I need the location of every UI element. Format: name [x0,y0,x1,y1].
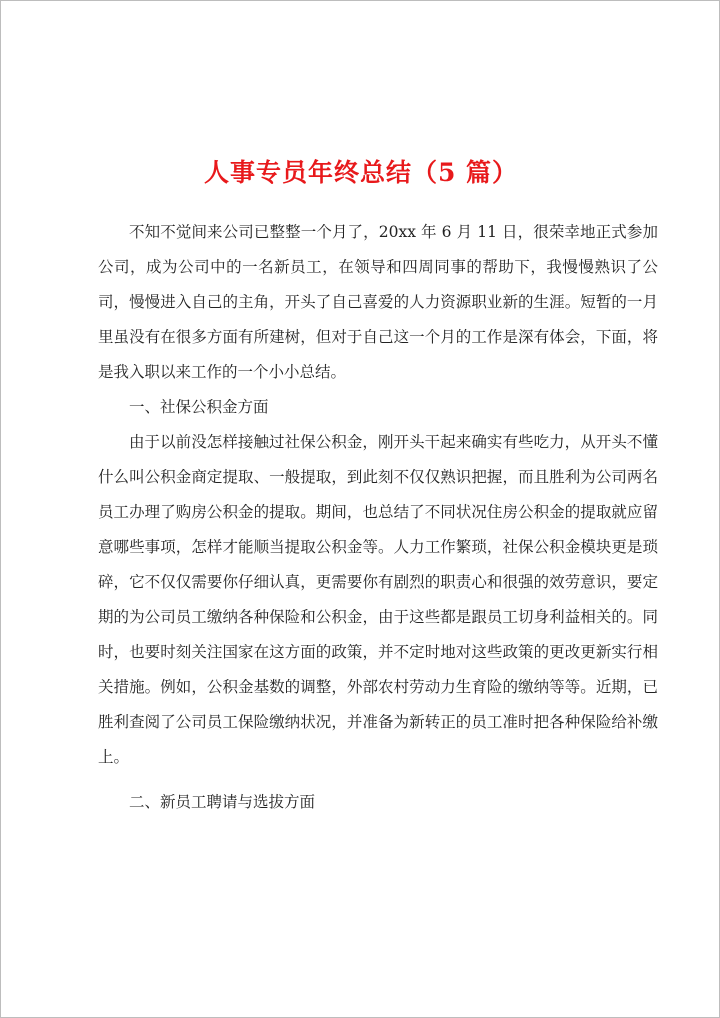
intro-paragraph: 不知不觉间来公司已整整一个月了，20xx 年 6 月 11 日，很荣幸地正式参加公司，成为公司中的一名新员工，在领导和四周同事的帮助下，我慢慢熟识了公司，慢慢进入自己的主角，开头了自己喜爱的人力资源职业新的生涯。短暂的一月里虽没有在很多方面有所建树，但对于自己这一个月的工作是深有体会，下面，将是我入职以来工作的一个小小总结。 [98,223,658,381]
document-title: 人事专员年终总结（5 篇） [203,158,519,187]
section-heading-social-insurance: 一、社保公积金方面 [129,398,269,416]
document-body [98,215,658,820]
section-heading-recruitment: 二、新员工聘请与选拔方面 [129,793,316,811]
social-insurance-paragraph: 由于以前没怎样接触过社保公积金，刚开头干起来确实有些吃力，从开头不懂什么叫公积金商定提取、一般提取，到此刻不仅仅熟识把握，而且胜利为公司两名员工办理了购房公积金的提取。期间，也总结了不同状况住房公积金的提取就应留意哪些事项，怎样才能顺当提取公积金等。人力工作繁琐，社保公积金模块更是琐碎，它不仅仅需要你仔细认真，更需要你有剧烈的职责心和很强的效劳意识，要定期的为公司员工缴纳各种保险和公积金，由于这些都是跟员工切身利益相关的。同时，也要时刻关注国家在这方面的政策，并不定时地对这些政策的更改更新实行相关措施。例如，公积金基数的调整，外部农村劳动力生育险的缴纳等等。近期，已胜利查阅了公司员工保险缴纳状况，并准备为新转正的员工准时把各种保险给补缴上。 [98,433,658,766]
